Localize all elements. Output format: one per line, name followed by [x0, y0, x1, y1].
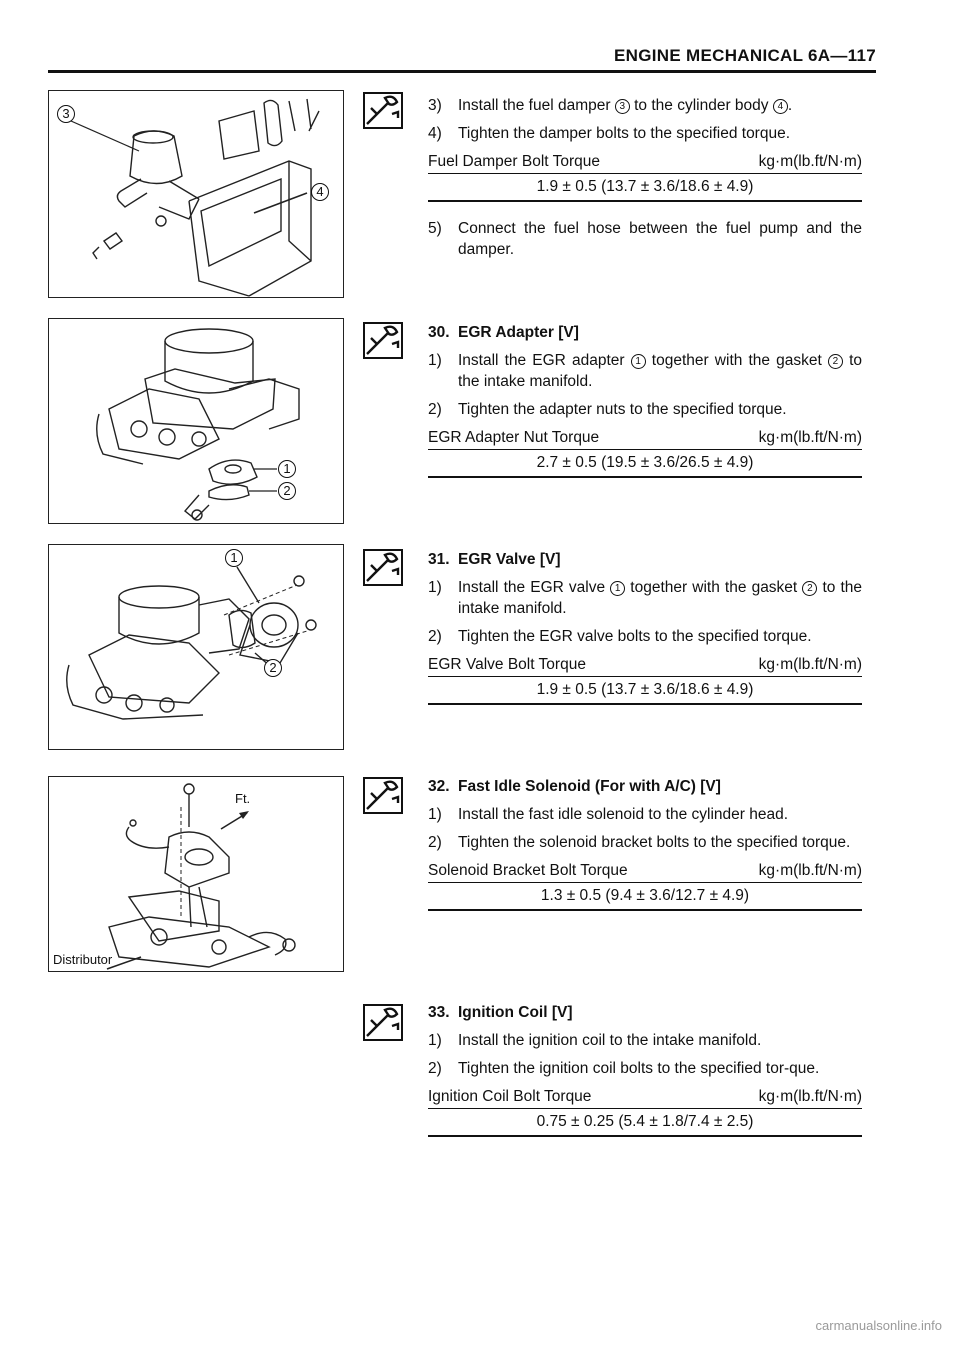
section-egr-valve — [428, 549, 862, 705]
step: 1) Install the EGR adapter 1 together with the gasket 2 to the intake manifold. — [428, 352, 863, 390]
step: 2) Tighten the ignition coil bolts to the specified tor-que. — [428, 1060, 820, 1077]
figure-egr-adapter — [48, 318, 344, 524]
watermark-footer: carmanualsonline.info — [815, 1318, 942, 1333]
header-rule — [48, 70, 876, 73]
callout-2: 2 — [278, 482, 296, 500]
torque-spec-header: EGR Valve Bolt Torque kg·m(lb.ft/N·m) — [428, 654, 862, 677]
egr-adapter-illustration — [49, 319, 343, 523]
section-ignition-coil — [428, 1002, 862, 1137]
section-heading: 31. EGR Valve [V] — [428, 551, 561, 568]
figure-fast-idle-solenoid — [48, 776, 344, 972]
step: 4) Tighten the damper bolts to the specified torque. — [428, 125, 791, 142]
callout-1: 1 — [278, 460, 296, 478]
callout-ref: 2 — [802, 581, 817, 596]
torque-spec-value: 1.9 ± 0.5 (13.7 ± 3.6/18.6 ± 4.9) — [428, 174, 862, 202]
callout-ref: 2 — [828, 354, 843, 369]
section-egr-adapter — [428, 322, 862, 478]
callout-ref: 1 — [610, 581, 625, 596]
torque-spec-header: Ignition Coil Bolt Torque kg·m(lb.ft/N·m) — [428, 1086, 862, 1109]
callout-3: 3 — [57, 105, 75, 123]
torque-wrench-icon — [363, 322, 403, 359]
figure-egr-valve — [48, 544, 344, 750]
section-heading: 30. EGR Adapter [V] — [428, 324, 579, 341]
section-heading: 33. Ignition Coil [V] — [428, 1004, 573, 1021]
step: 2) Tighten the solenoid bracket bolts to the specified torque. — [428, 834, 851, 851]
step: 5) Connect the fuel hose between the fuel pump and the damper. — [428, 220, 862, 258]
step: 2) Tighten the EGR valve bolts to the specified torque. — [428, 628, 812, 645]
callout-ref: 1 — [631, 354, 646, 369]
callout-4: 4 — [311, 183, 329, 201]
torque-spec-header: EGR Adapter Nut Torque kg·m(lb.ft/N·m) — [428, 427, 862, 450]
step: 2) Tighten the adapter nuts to the specified torque. — [428, 401, 787, 418]
torque-spec-value: 0.75 ± 0.25 (5.4 ± 1.8/7.4 ± 2.5) — [428, 1109, 862, 1137]
callout-1: 1 — [225, 549, 243, 567]
page-header: ENGINE MECHANICAL 6A—117 — [614, 46, 876, 65]
fast-idle-solenoid-illustration — [49, 777, 343, 971]
step: 3) Install the fuel damper 3 to the cylinder body 4 . — [428, 97, 793, 114]
torque-spec-value: 1.9 ± 0.5 (13.7 ± 3.6/18.6 ± 4.9) — [428, 677, 862, 705]
step: 1) Install the ignition coil to the intake manifold. — [428, 1032, 762, 1049]
step: 1) Install the EGR valve 1 together with the gasket 2 to the intake manifold. — [428, 579, 863, 617]
torque-spec-header: Fuel Damper Bolt Torque kg·m(lb.ft/N·m) — [428, 151, 862, 174]
torque-spec-value: 2.7 ± 0.5 (19.5 ± 3.6/26.5 ± 4.9) — [428, 450, 862, 478]
torque-spec-header: Solenoid Bracket Bolt Torque kg·m(lb.ft/N·m) — [428, 860, 862, 883]
callout-2: 2 — [264, 659, 282, 677]
egr-valve-illustration — [49, 545, 343, 749]
distributor-label: Distributor — [53, 952, 113, 967]
callout-ref: 3 — [615, 99, 630, 114]
torque-spec-value: 1.3 ± 0.5 (9.4 ± 3.6/12.7 ± 4.9) — [428, 883, 862, 911]
fuel-damper-illustration — [49, 91, 343, 297]
section-heading: 32. Fast Idle Solenoid (For with A/C) [V] — [428, 778, 721, 795]
figure-fuel-damper — [48, 90, 344, 298]
step: 1) Install the fast idle solenoid to the cylinder head. — [428, 806, 789, 823]
callout-ref: 4 — [773, 99, 788, 114]
torque-wrench-icon — [363, 549, 403, 586]
torque-wrench-icon — [363, 92, 403, 129]
front-direction-label: Ft. — [235, 791, 251, 806]
section-fast-idle-solenoid — [428, 776, 862, 911]
torque-wrench-icon — [363, 1004, 403, 1041]
section-fuel-damper — [428, 95, 862, 267]
torque-wrench-icon — [363, 777, 403, 814]
